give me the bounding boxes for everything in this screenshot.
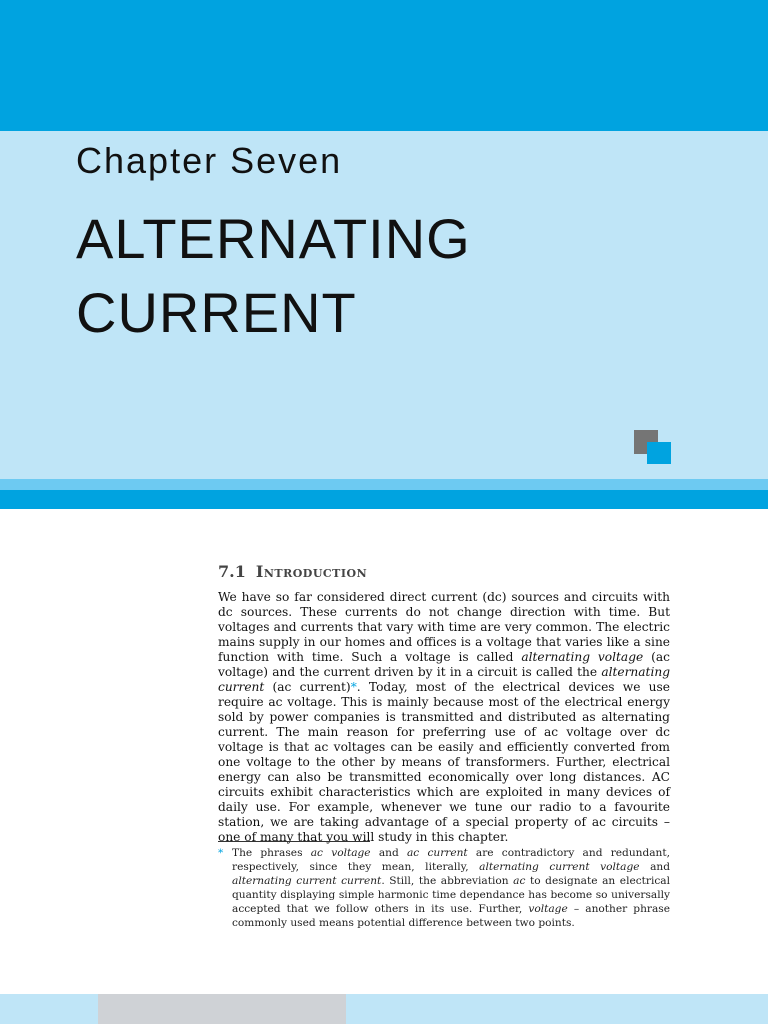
body-text-1: We have so far considered direct current (dc) sources and circuits with dc sources. These currents do not change direction with time. But voltages and currents that vary with time are very common. The electric mains supply in our homes and offices is a voltage that varies like a sine function with time. Such a voltage is called (218, 590, 670, 664)
chapter-title (76, 202, 676, 350)
footnote-term-4: alternating current current (232, 875, 382, 887)
header-top-band (0, 0, 768, 131)
footnote-text-5: . Still, the abbreviation (381, 875, 514, 887)
footnote-term-2: ac current (406, 847, 468, 859)
section-number: 7.1 (218, 562, 246, 581)
footnote-text-6: to designate an electrical quantity displaying simple harmonic time dependance has become so universally accepted that we follow others in its use. Further, (232, 875, 671, 915)
footnote-text-3: are contradictory and redundant, respectively, since they mean, literally, (232, 847, 671, 873)
section-name: Introduction (255, 562, 368, 581)
footnote-text-7: – another phrase commonly used means potential difference between two points. (232, 903, 670, 929)
body-text-3: (ac current) (264, 680, 351, 694)
footnote-text-4: and (639, 861, 670, 873)
footnote-term-1: ac voltage (310, 847, 371, 859)
divider-stripe-light (0, 479, 768, 490)
footnote-text-2: and (370, 847, 407, 859)
chapter-label: Chapter Seven (76, 140, 343, 181)
footnote (218, 846, 670, 930)
footnote-reference-marker[interactable]: * (350, 680, 357, 694)
footnote-rule (218, 841, 370, 842)
intro-paragraph (218, 590, 670, 845)
body-text-4: . Today, most of the electrical devices we use require ac voltage. This is mainly because most of the electrical energy sold by power companies is transmitted and distributed as alternating current. The main reason for preferring use of ac voltage over dc voltage is that ac voltages can be easily and efficiently converted from one voltage to the other by means of transformers. Further, electrical energy can also be transmitted economically over long distances. AC circuits exhibit characteristics which are exploited in many devices of daily use. For example, whenever we tune our radio to a favourite station, we are taking advantage of a special property of ac circuits – one of many that you will study in this chapter. (218, 680, 671, 844)
footnote-marker: * (218, 847, 224, 859)
chapter-title-line-1: ALTERNATING (76, 207, 471, 270)
decorative-blue-square (647, 442, 671, 464)
body-text-2: (ac voltage) and the current driven by it in a circuit is called the (218, 650, 670, 679)
chapter-title-line-2: CURRENT (76, 281, 357, 344)
term-alternating-current: alternating current (218, 665, 670, 694)
term-alternating-voltage: alternating voltage (521, 650, 644, 664)
footnote-term-5: ac (513, 875, 526, 887)
footnote-body (218, 846, 670, 930)
footnote-text-1: The phrases (232, 847, 311, 859)
footnote-term-3: alternating current voltage (479, 861, 640, 873)
footer-gray-block (98, 994, 346, 1024)
section-heading (218, 562, 367, 581)
divider-stripe-dark (0, 490, 768, 509)
footnote-term-6: voltage (528, 903, 568, 915)
